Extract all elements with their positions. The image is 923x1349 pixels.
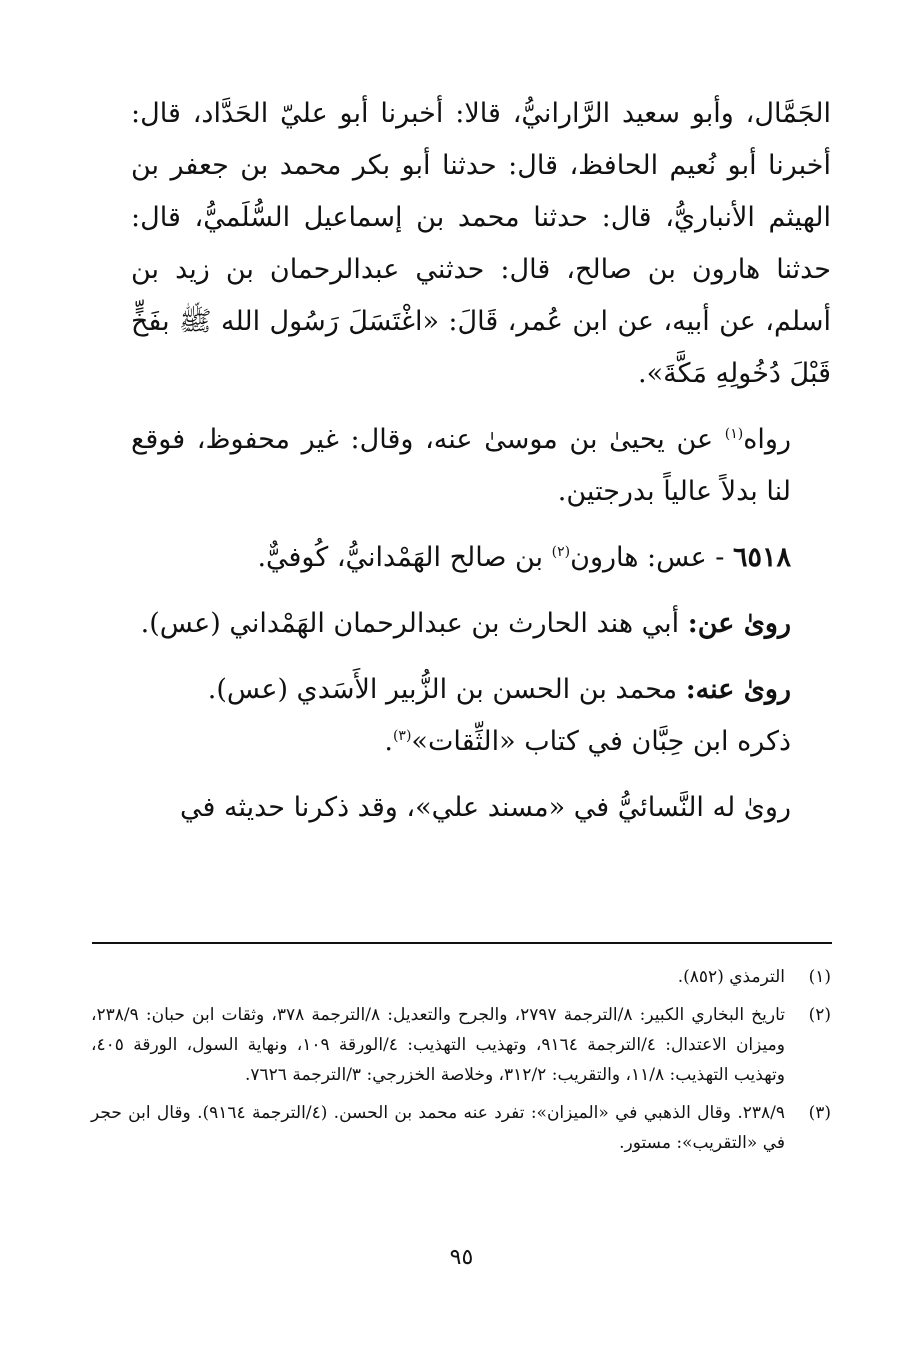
footnote-ref-1: (١): [724, 426, 744, 442]
narration-note-start: رواه: [743, 424, 791, 455]
mentioned-by-text: ذكره ابن حِبَّان في كتاب «الثِّقات»: [411, 726, 791, 757]
footnotes-section: [91, 962, 831, 1166]
footnote-item: [91, 1000, 831, 1090]
entry-heading: [131, 532, 831, 584]
narrated-from-text: أبي هند الحارث بن عبدالرحمان الهَمْداني (عس).: [140, 608, 688, 639]
footnote-text: تاريخ البخاري الكبير: ٨/الترجمة ٢٧٩٧، والجرح والتعديل: ٨/الترجمة ٣٧٨، وثقات ابن حبان: ٢٣٨/٩، وميزان الاعتدال: ٤/الترجمة ٩١٦٤، وتهذيب التهذيب: ٤/الورقة ١٠٩، ونهاية السول، الورقة ٤٠٥، وتهذيب التهذيب: ١١/٨، والتقريب: ٣١٢/٢، وخلاصة الخزرجي: ٣/الترجمة ٧٦٢٦.: [91, 1005, 786, 1085]
narrated-by-text: محمد بن الحسن بن الزُّبير الأَسَدي (عس).: [207, 674, 686, 705]
narrated-for-paragraph: روىٰ له النَّسائيُّ في «مسند علي»، وقد ذكرنا حديثه في: [180, 792, 791, 823]
footnote-text: ٢٣٨/٩. وقال الذهبي في «الميزان»: تفرد عنه محمد بن الحسن. (٤/الترجمة ٩١٦٤). وقال ابن حجر في «التقريب»: مستور.: [91, 1103, 786, 1153]
narrated-by-paragraph: [131, 664, 831, 716]
entry-name-rest: بن صالح الهَمْدانيُّ، كُوفيٌّ.: [257, 542, 552, 573]
narration-note-rest: عن يحيىٰ بن موسىٰ عنه، وقال: غير محفوظ، فوقع لنا بدلاً عالياً بدرجتين.: [131, 424, 791, 507]
narrated-from-label: روىٰ عن:: [687, 608, 791, 639]
narrated-from-paragraph: [131, 598, 831, 650]
footnote-item: [91, 1098, 831, 1158]
narrated-by-label: روىٰ عنه:: [685, 674, 791, 705]
hadith-chain-paragraph: الجَمَّال، وأبو سعيد الرَّارانيُّ، قالا: أخبرنا أبو عليّ الحَدَّاد، قال: أخبرنا أبو نُعيم الحافظ، قال: حدثنا أبو بكر محمد بن جعفر بن الهيثم الأنباريُّ، قال: حدثنا محمد بن إسماعيل السُّلَميُّ، قال: حدثنا هارون بن صالح، قال: حدثني عبدالرحمان بن زيد بن أسلم، عن أبيه، عن ابن عُمر، قَالَ: «اغْتَسَلَ رَسُول الله ﷺ بفَخٍّ قَبْلَ دُخُولِهِ مَكَّةَ».: [131, 98, 831, 389]
footnote-ref-3: (٣): [392, 728, 412, 744]
footnote-number: (٢): [808, 1005, 831, 1025]
footnote-number: (١): [808, 967, 831, 987]
footnote-number: (٣): [808, 1103, 831, 1123]
entry-number: ٦٥١٨: [732, 542, 791, 573]
narration-note-paragraph: [131, 414, 831, 518]
page-number: ٩٥: [449, 1245, 474, 1270]
footnote-text: الترمذي (٨٥٢).: [677, 967, 785, 987]
footnote-item: [91, 962, 831, 992]
main-text: [131, 88, 831, 834]
footnote-separator: [92, 942, 832, 944]
entry-name-start: - عس: هارون: [570, 542, 733, 573]
mentioned-by-paragraph: [131, 716, 831, 768]
mentioned-by-end: .: [384, 726, 393, 757]
footnote-ref-2: (٢): [551, 544, 571, 560]
